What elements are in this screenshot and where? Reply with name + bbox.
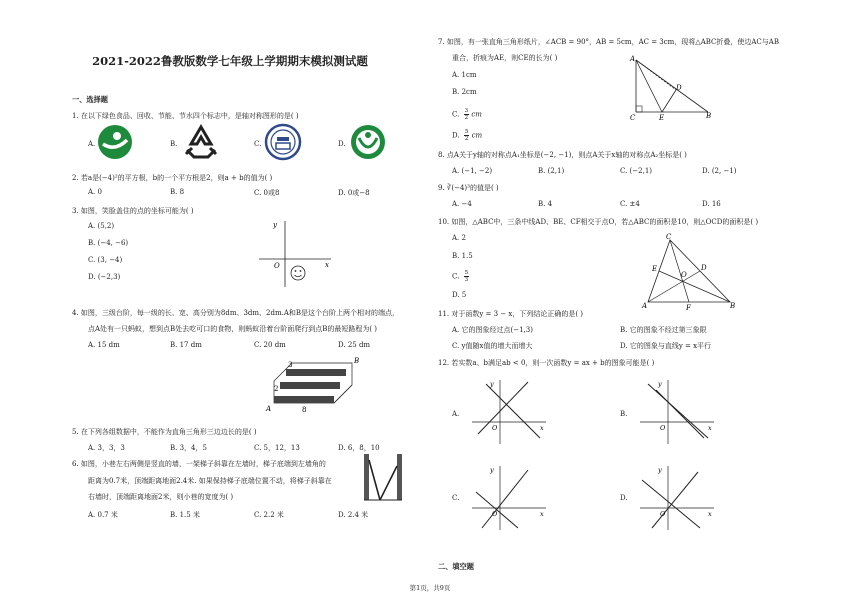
- svg-text:x: x: [708, 424, 712, 432]
- q3-y-label: y: [273, 221, 277, 229]
- q7-option-d-fraction: [464, 129, 470, 142]
- q10-option-a[interactable]: A. 2: [452, 234, 466, 242]
- q3-option-d[interactable]: D. (−2,3): [88, 273, 121, 281]
- q7-label-c: C: [630, 114, 636, 122]
- svg-text:y: y: [658, 380, 662, 388]
- q9-option-d[interactable]: D. 16: [702, 200, 721, 208]
- q10-option-c-fraction: [464, 270, 470, 283]
- q7-option-a[interactable]: A. 1cm: [452, 71, 477, 79]
- section-heading-fill-in: 二、填空题: [438, 562, 474, 571]
- q4-label-a: A: [266, 405, 272, 413]
- q5-option-a[interactable]: A. 3，3，3: [88, 444, 125, 452]
- q3-origin-label: O: [274, 262, 280, 270]
- q5-option-b[interactable]: B. 3，4，5: [170, 444, 207, 452]
- q10-label-f: F: [686, 304, 691, 310]
- q10-label-e: E: [652, 265, 658, 273]
- q12-graph-b: [634, 376, 718, 446]
- svg-text:O: O: [492, 510, 498, 518]
- q3-option-c[interactable]: C. (3, −4): [88, 256, 123, 264]
- q3-option-a[interactable]: A. (5,2): [88, 222, 115, 230]
- svg-text:x: x: [540, 424, 544, 432]
- q7-label-e: E: [659, 114, 665, 122]
- q7-d-den: 2: [464, 136, 469, 142]
- q7-option-b[interactable]: B. 2cm: [452, 88, 477, 96]
- q10-label-c: C: [666, 233, 672, 241]
- q4-option-a[interactable]: A. 15 dm: [88, 341, 120, 349]
- q4-label-8: 8: [302, 406, 307, 414]
- smiley-face-icon: [291, 266, 305, 280]
- q7-triangle-figure: [624, 52, 724, 122]
- q6-ladder-alley-figure: [360, 452, 406, 502]
- q8-option-b[interactable]: B. (2,1): [538, 167, 565, 175]
- q7-label-d: D: [676, 84, 682, 92]
- question-4-stem-line1: 4. 如图，三级台阶，每一级的长、宽、高分别为8dm、3dm、2dm.A和B是这个台阶上两个相对的端点，: [72, 309, 400, 317]
- q10-label-a: A: [642, 302, 648, 310]
- q11-option-c[interactable]: C. y值随x值的增大而增大: [452, 342, 533, 350]
- q11-option-d[interactable]: D. 它的图象与直线y = x平行: [620, 342, 712, 350]
- svg-text:O: O: [660, 510, 666, 518]
- question-8-stem: 8. 点A关于y轴的对称点A₁坐标是(−2, −1)，则点A关于x轴的对称点A₂坐标是( ): [438, 151, 687, 159]
- q2-option-a[interactable]: A. 0: [88, 188, 102, 196]
- q10-option-b[interactable]: B. 1.5: [452, 252, 473, 260]
- q10-option-d[interactable]: D. 5: [452, 291, 467, 299]
- q6-option-a[interactable]: A. 0.7 米: [88, 511, 118, 519]
- q1-option-d[interactable]: D.: [338, 140, 346, 148]
- q12-option-a[interactable]: A.: [452, 410, 460, 418]
- q4-option-d[interactable]: D. 25 dm: [338, 341, 371, 349]
- q5-option-c[interactable]: C. 5，12，13: [254, 444, 300, 452]
- question-6-stem-line3: 右墙时，顶端距离地面2米，则小巷的宽度为( ): [88, 493, 234, 501]
- q3-x-label: x: [325, 261, 329, 269]
- q4-option-c[interactable]: C. 20 dm: [254, 341, 286, 349]
- q8-option-a[interactable]: A. (−1, −2): [452, 167, 493, 175]
- recycle-logo-icon: [182, 124, 220, 160]
- q10-option-c[interactable]: [452, 270, 469, 283]
- question-12-stem: 12. 若实数a、b满足ab < 0，则一次函数y = ax + b的图象可能是( ): [438, 359, 655, 367]
- q4-label-b: B: [354, 357, 360, 365]
- q10-c-num: 5: [464, 270, 469, 276]
- question-1-stem: 1. 在以下绿色食品、回收、节能、节水四个标志中，是轴对称图形的是( ): [72, 112, 299, 120]
- question-7-stem-line2: 重合，折痕为AE，则CE的长为( ): [452, 54, 558, 62]
- svg-text:O: O: [660, 424, 666, 432]
- q10-option-c-letter: C.: [452, 272, 460, 281]
- question-3-stem: 3. 如图，笑脸盖住的点的坐标可能为( ): [72, 207, 194, 215]
- q12-graph-c: [466, 462, 550, 532]
- q7-d-num: 5: [464, 129, 469, 135]
- q2-option-b[interactable]: B. 8: [170, 188, 185, 196]
- q7-label-b: B: [706, 112, 712, 120]
- question-6-stem-line2: 距离为0.7米，顶端距离地面2.4米. 如果保持梯子底端位置不动，将梯子斜靠在: [88, 477, 332, 485]
- q2-option-c[interactable]: C. 0或8: [254, 189, 280, 197]
- q10-label-b: B: [730, 302, 736, 310]
- q7-option-d[interactable]: [452, 129, 482, 142]
- q10-triangle-medians-figure: [640, 230, 740, 310]
- green-food-logo-icon: [97, 124, 133, 160]
- question-6-stem-line1: 6. 如图，小巷左右两侧是竖直的墙，一架梯子斜靠在左墙时，梯子底端到左墙角的: [72, 460, 326, 468]
- energy-saving-logo-icon: [264, 123, 302, 161]
- q12-graph-a: [466, 376, 550, 446]
- q6-option-b[interactable]: B. 1.5 米: [170, 511, 200, 519]
- q7-option-c[interactable]: [452, 108, 482, 121]
- q4-staircase-figure: [262, 355, 372, 415]
- question-4-stem-line2: 点A处有一只蚂蚁，想到点B处去吃可口的食物，则蚂蚁沿着台阶面爬行到点B的最短路程为( ): [88, 325, 378, 333]
- page-footer: 第1页，共9页: [409, 584, 451, 592]
- q4-label-2: 2: [274, 385, 279, 393]
- section-heading-choice: 一、选择题: [72, 95, 108, 104]
- q7-option-c-letter: C.: [452, 110, 460, 119]
- q11-option-a[interactable]: A. 它的图象经过点(−1,3): [452, 326, 533, 334]
- water-saving-logo-icon: [350, 124, 386, 160]
- q7-label-a: A: [630, 55, 636, 63]
- q5-option-d[interactable]: D. 6，8，10: [338, 444, 380, 452]
- q1-option-c[interactable]: C.: [254, 140, 262, 148]
- q7-c-den: 2: [464, 115, 469, 121]
- question-9-stem: 9. ∛(−4)³的值是( ): [438, 184, 499, 192]
- q6-option-c[interactable]: C. 2.2 米: [254, 511, 284, 519]
- q7-c-num: 3: [464, 108, 469, 114]
- q12-option-d[interactable]: D.: [620, 494, 628, 502]
- q9-option-c[interactable]: C. ±4: [620, 200, 640, 208]
- question-10-stem: 10. 如图，△ABC中，三条中线AD、BE、CF相交于点O，若△ABC的面积是10，则△OCD的面积是( ): [438, 218, 759, 226]
- q8-option-c[interactable]: C. (−2,1): [620, 167, 653, 175]
- q2-option-d[interactable]: D. 0或−8: [338, 189, 370, 197]
- q10-label-d: D: [701, 264, 707, 272]
- svg-text:x: x: [540, 510, 544, 518]
- q12-option-b[interactable]: B.: [620, 410, 628, 418]
- q8-option-d[interactable]: D. (2, −1): [702, 167, 737, 175]
- q7-option-c-fraction: [464, 108, 470, 121]
- page-title: 2021-2022鲁教版数学七年级上学期期末模拟测试题: [92, 54, 368, 68]
- q10-label-o: O: [681, 271, 687, 279]
- svg-text:y: y: [658, 466, 662, 474]
- question-7-stem-line1: 7. 如图，有一张直角三角形纸片，∠ACB = 90°，AB = 5cm，AC = 3cm，现将△ABC折叠，使边AC与AB: [438, 38, 779, 46]
- q3-coordinate-figure: [255, 215, 335, 290]
- q11-option-b[interactable]: B. 它的图象不经过第三象限: [620, 326, 707, 334]
- q9-option-a[interactable]: A. −4: [452, 200, 472, 208]
- q1-option-a[interactable]: A.: [88, 140, 96, 148]
- svg-text:y: y: [490, 466, 494, 474]
- svg-text:O: O: [492, 424, 498, 432]
- q1-option-b[interactable]: B.: [170, 140, 178, 148]
- question-11-stem: 11. 对于函数y = 3 − x，下列结论正确的是( ): [438, 310, 584, 318]
- q7-option-d-letter: D.: [452, 131, 460, 140]
- q3-option-b[interactable]: B. (−4, −6): [88, 239, 129, 247]
- q9-option-b[interactable]: B. 4: [538, 200, 553, 208]
- svg-text:x: x: [708, 510, 712, 518]
- question-2-stem: 2. 若a是(−4)²的平方根，b的一个平方根是2，则a + b的值为( ): [72, 174, 273, 182]
- q4-option-b[interactable]: B. 17 dm: [170, 341, 202, 349]
- q4-label-3: 3: [288, 361, 293, 369]
- q12-option-c[interactable]: C.: [452, 494, 460, 502]
- question-5-stem: 5. 在下列各组数据中，不能作为直角三角形三边边长的是( ): [72, 428, 257, 436]
- q7-d-unit: cm: [471, 131, 483, 140]
- svg-text:y: y: [490, 380, 494, 388]
- q12-graph-d: [634, 462, 718, 532]
- q7-c-unit: cm: [471, 110, 482, 119]
- q6-option-d[interactable]: D. 2.4 米: [338, 511, 369, 519]
- q10-c-den: 3: [464, 277, 469, 283]
